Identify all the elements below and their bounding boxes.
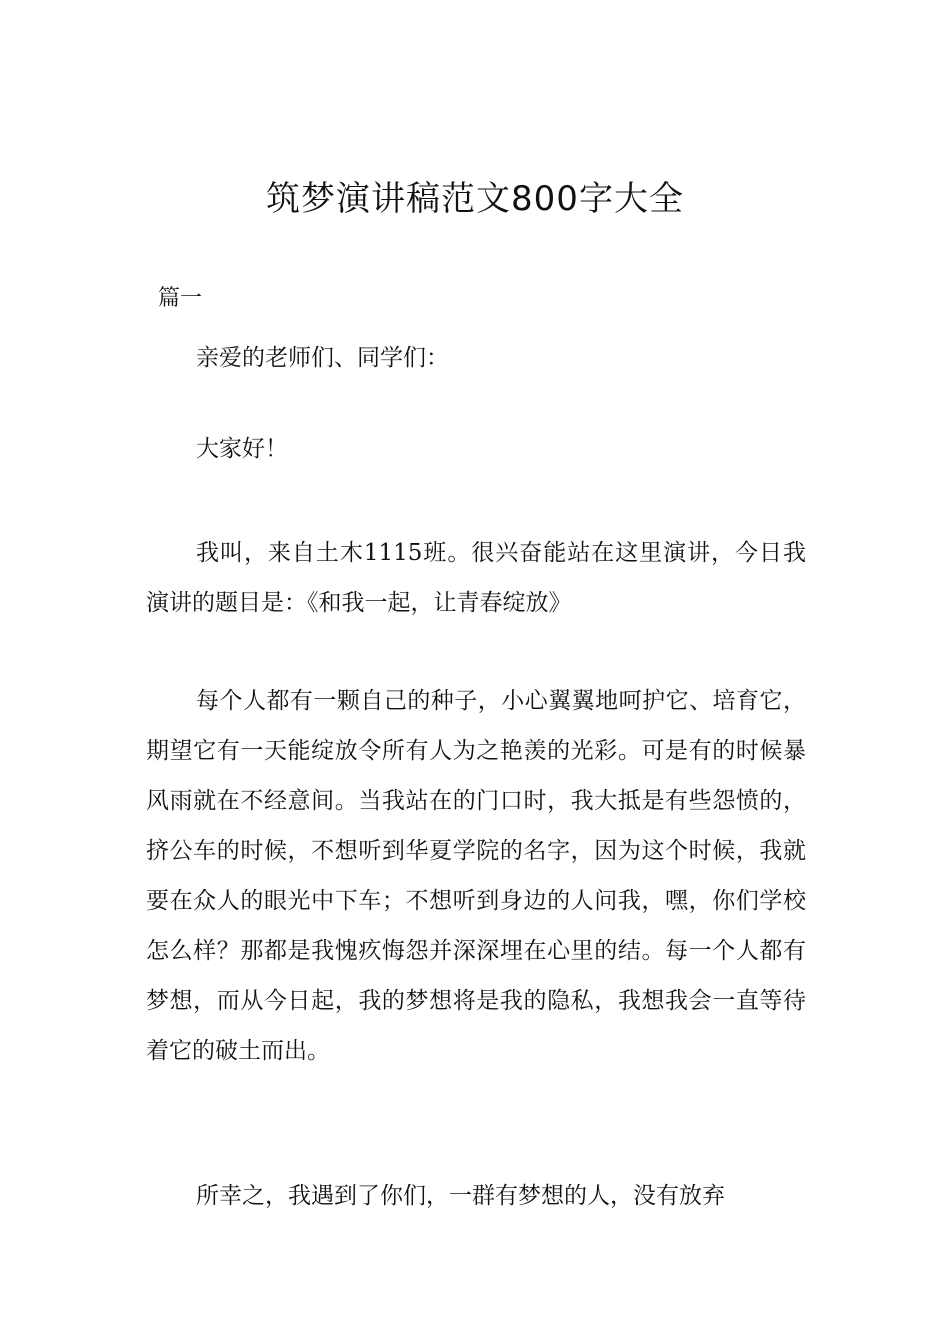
- paragraph-fortunate: 所幸之，我遇到了你们，一群有梦想的人，没有放弃: [196, 1183, 725, 1209]
- paragraph-introduction: 我叫，来自土木1115班。很兴奋能站在这里演讲，今日我演讲的题目是：《和我一起，让青春绽放》: [146, 540, 806, 616]
- paragraph-greeting: 亲爱的老师们、同学们：: [196, 345, 449, 371]
- paragraph-seed: 每个人都有一颗自己的种子，小心翼翼地呵护它、培育它，期望它有一天能绽放令所有人为之艳羡的光彩。可是有的时候暴风雨就在不经意间。当我站在的门口时，我大抵是有些怨愤的，挤公车的时候，不想听到华夏学院的名字，因为这个时候，我就要在众人的眼光中下车；不想听到身边的人问我，嘿，你们学校怎么样？那都是我愧疚悔怨并深深埋在心里的结。每一个人都有梦想，而从今日起，我的梦想将是我的隐私，我想我会一直等待着它的破土而出。: [146, 688, 806, 1064]
- document-title: 筑梦演讲稿范文800字大全: [266, 179, 684, 219]
- paragraph-hello: 大家好！: [196, 436, 288, 462]
- section-label: 篇一: [158, 286, 203, 311]
